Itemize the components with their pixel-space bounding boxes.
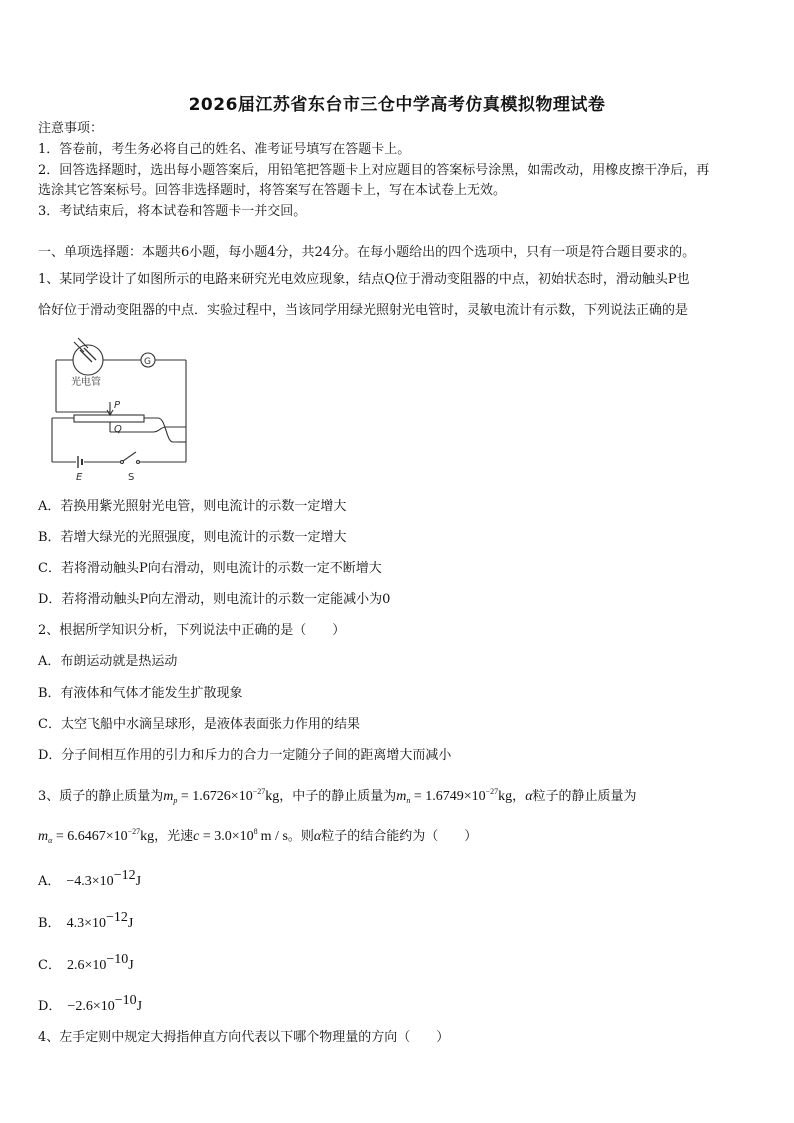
q3-text-3: 粒子的静止质量为 bbox=[532, 789, 637, 804]
q3-option-c: C． 2.6×10−10J bbox=[38, 952, 134, 973]
phototube-icon bbox=[73, 345, 103, 375]
ma-formula: $m_\alpha = 6.6467\times 10^{-27}kg$ bbox=[38, 827, 155, 845]
notice-item-1: 1．答卷前，考生务必将自己的姓名、准考证号填写在答题卡上。 bbox=[38, 142, 411, 157]
q4-stem: 4、左手定则中规定大拇指伸直方向代表以下哪个物理量的方向（ ） bbox=[38, 1030, 450, 1045]
q1-option-c: C．若将滑动触头P向右滑动，则电流计的示数一定不断增大 bbox=[38, 561, 382, 576]
rheostat-icon bbox=[74, 415, 144, 422]
q3-option-d: D． −2.6×10−10J bbox=[38, 993, 143, 1014]
notice-item-3: 3．考试结束后，将本试卷和答题卡一并交回。 bbox=[38, 204, 307, 219]
q1-option-d: D．若将滑动触头P向左滑动，则电流计的示数一定能减小为0 bbox=[38, 592, 391, 607]
e-label: E bbox=[76, 472, 83, 483]
q1-option-a: A．若换用紫光照射光电管，则电流计的示数一定增大 bbox=[38, 499, 347, 514]
q3-text-4: 粒子的结合能约为（ ） bbox=[321, 829, 478, 844]
mn-formula: $m_n = 1.6749\times 10^{-27}kg$ bbox=[396, 787, 513, 805]
section-heading: 一、单项选择题：本题共6小题，每小题4分，共24分。在每小题给出的四个选项中，只有一项是符合题目要求的。 bbox=[38, 245, 696, 260]
q1-stem-line2: 恰好位于滑动变阻器的中点．实验过程中，当该同学用绿光照射光电管时，灵敏电流计有示数，下列说法正确的是 bbox=[38, 303, 689, 318]
s-label: S bbox=[128, 472, 135, 483]
q2-stem: 2、根据所学知识分析，下列说法中正确的是（ ） bbox=[38, 623, 346, 638]
q2-option-d: D．分子间相互作用的引力和斥力的合力一定随分子间的距离增大而减小 bbox=[38, 748, 452, 763]
q-label: Q bbox=[114, 424, 122, 435]
notice-item-2: 2．回答选择题时，选出每小题答案后，用铅笔把答题卡上对应题目的答案标号涂黑，如需改动，用橡皮擦干净后，再 bbox=[38, 163, 710, 178]
notice-item-2-cont: 选涂其它答案标号。回答非选择题时，将答案写在答题卡上，写在本试卷上无效。 bbox=[38, 183, 507, 198]
q3-option-a: A． −4.3×10−12J bbox=[38, 868, 142, 889]
mp-formula: $m_p = 1.6726\times 10^{-27}kg$ bbox=[163, 787, 280, 805]
alpha-symbol: α bbox=[525, 789, 533, 804]
p-label: P bbox=[114, 400, 121, 411]
q1-stem-line1: 1、某同学设计了如图所示的电路来研究光电效应现象，结点Q位于滑动变阻器的中点，初始状态时，滑动触头P也 bbox=[38, 272, 690, 287]
page-title: 2026届江苏省东台市三仓中学高考仿真模拟物理试卷 bbox=[188, 95, 606, 115]
meter-label: G bbox=[144, 357, 151, 367]
notice-heading: 注意事项： bbox=[38, 121, 104, 136]
tube-label: 光电管 bbox=[71, 377, 101, 388]
q2-option-a: A．布朗运动就是热运动 bbox=[38, 654, 178, 669]
q3-text-2: ，中子的静止质量为 bbox=[279, 789, 397, 804]
q1-circuit-diagram bbox=[48, 332, 198, 484]
c-formula: $c = 3.0\times 10^8$ m / s bbox=[193, 827, 288, 844]
q3-option-b: B． 4.3×10−12J bbox=[38, 910, 134, 931]
q2-option-c: C．太空飞船中水滴呈球形，是液体表面张力作用的结果 bbox=[38, 717, 360, 732]
q2-option-b: B．有液体和气体才能发生扩散现象 bbox=[38, 686, 243, 701]
q3-stem-line1: 3、质子的静止质量为$m_p = 1.6726\times 10^{-27}kg$，中子的静止质量为$m_n = 1.6749\times 10^{-27}kg$，α粒子的静止质量为 bbox=[38, 787, 637, 805]
q1-option-b: B．若增大绿光的光照强度，则电流计的示数一定增大 bbox=[38, 530, 347, 545]
q3-stem-line2: $m_\alpha = 6.6467\times 10^{-27}kg$，光速$c = 3.0\times 10^8$ m / s。则α粒子的结合能约为（ ） bbox=[38, 827, 478, 845]
q3-text-1: 3、质子的静止质量为 bbox=[38, 789, 164, 804]
